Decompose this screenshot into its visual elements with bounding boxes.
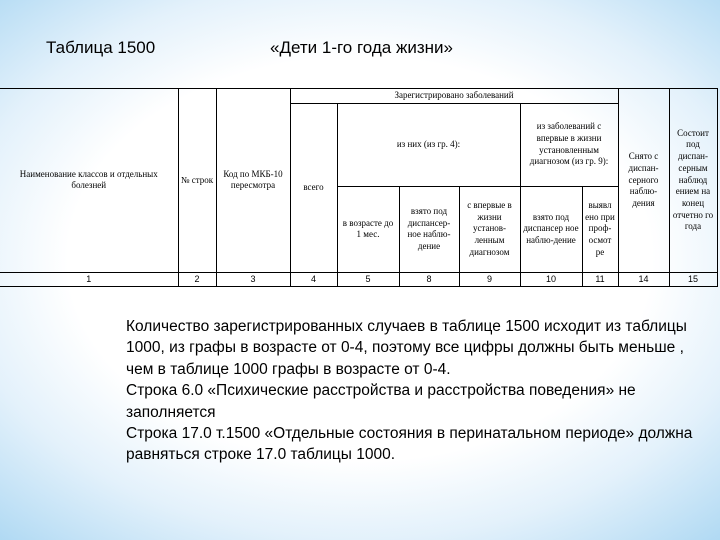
header-row-no: № строк [178,89,216,273]
col-number: 9 [459,272,520,287]
header-total: всего [290,103,337,272]
col-number: 15 [669,272,717,287]
col-number: 4 [290,272,337,287]
form-1500-table [0,88,718,287]
col-number: 10 [520,272,582,287]
col-number: 14 [618,272,669,287]
col-number: 5 [337,272,399,287]
col-number: 1 [0,272,178,287]
header-removed: Снято с диспан-серного наблю-дения [618,89,669,273]
table-number: Таблица 1500 [46,38,156,57]
col-number: 8 [399,272,459,287]
col-number: 11 [582,272,618,287]
col-number: 2 [178,272,216,287]
col-number: 3 [216,272,290,287]
explanatory-note [54,316,694,466]
header-of-them: из них (из гр. 4): [337,103,520,186]
header-first-time: с впервые в жизни установ-ленным диагнозом [459,186,520,272]
header-first-time-detailed: из заболеваний с впервые в жизни установленным диагнозом (из гр. 9): [520,103,618,186]
header-status: Состоит под диспан-серным наблюд ением на конец отчетно го года [669,89,717,273]
note-paragraph-2: Строка 6.0 «Психические расстройства и расстройства поведения» не заполняется [126,382,636,421]
note-paragraph-1: Количество зарегистрированных случаев в таблице 1500 исходит из таблицы 1000, из графы в возрасте от 0-4, поэтому все цифры должны быть меньше , чем в таблице 1000 графы в возрасте от 0-4. [126,318,687,378]
header-names: Наименование классов и отдельных болезней [0,89,178,273]
table-title: «Дети 1-го года жизни» [270,38,453,57]
header-taken-disp: взято под диспансер-ное наблю-дение [399,186,459,272]
header-detected-prof: выявл ено при проф-осмот ре [582,186,618,272]
header-icd: Код по МКБ-10 пересмотра [216,89,290,273]
note-paragraph-3: Строка 17.0 т.1500 «Отдельные состояния в перинатальном периоде» должна равняться строке 17.0 таблицы 1000. [126,424,693,464]
header-taken-disp-2: взято под диспансер ное наблю-дение [520,186,582,272]
header-registered: Зарегистрировано заболеваний [290,89,618,104]
header-age-1m: в возрасте до 1 мес. [337,186,399,272]
